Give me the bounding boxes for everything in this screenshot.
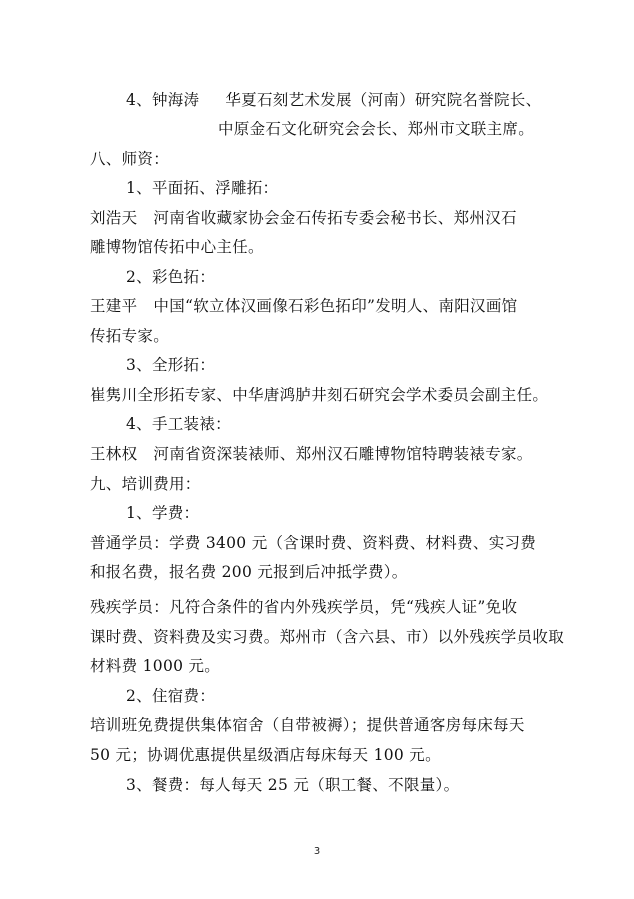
lodging-line1: 培训班免费提供集体宿舍（自带被褥）；提供普通客房每床每天 xyxy=(90,716,525,734)
teacher-1-desc-line1: 河南省收藏家协会金石传拓专委会秘书长、郑州汉石 xyxy=(153,209,517,227)
teacher-1-name: 刘浩天 xyxy=(90,209,138,227)
tuition-disabled-line3: 材料费 1000 元。 xyxy=(90,657,221,675)
teacher-2-name: 王建平 xyxy=(90,297,138,315)
section-9-heading: 九、培训费用： xyxy=(90,475,201,493)
teacher-2-desc-line1: 中国“软立体汉画像石彩色拓印”发明人、南阳汉画馆 xyxy=(153,297,518,315)
teacher-1-line1 xyxy=(90,208,517,228)
tuition-regular-line1: 普通学员：学费 3400 元（含课时费、资料费、材料费、实习费 xyxy=(90,534,537,552)
teacher-2-line1 xyxy=(90,296,517,316)
tuition-disabled-line2: 课时费、资料费及实习费。郑州市（含六县、市）以外残疾学员收取 xyxy=(90,628,565,646)
teacher-4-line1 xyxy=(90,444,533,464)
teacher-2-desc-line2: 传拓专家。 xyxy=(90,327,170,345)
lodging-label: 2、住宿费： xyxy=(126,687,216,705)
advisor-4-line1 xyxy=(126,90,541,110)
advisor-4-name: 4、钟海涛 xyxy=(126,91,200,109)
tuition-label: 1、学费： xyxy=(126,504,200,522)
page-number: 3 xyxy=(313,846,321,857)
section-8-heading: 八、师资： xyxy=(90,150,170,168)
teacher-4-name: 王林权 xyxy=(90,445,138,463)
advisor-4-title-line1: 华夏石刻艺术发展（河南）研究院名誉院长、 xyxy=(225,91,542,109)
teacher-3-label: 3、全形拓： xyxy=(126,356,216,374)
tuition-regular-line2: 和报名费，报名费 200 元报到后冲抵学费）。 xyxy=(90,563,408,581)
teacher-4-label: 4、手工装裱： xyxy=(126,415,231,433)
teacher-1-desc-line2: 雕博物馆传拓中心主任。 xyxy=(90,238,264,256)
tuition-disabled-line1: 残疾学员：凡符合条件的省内外残疾学员，凭“残疾人证”免收 xyxy=(90,598,518,616)
advisor-4-title-line2: 中原金石文化研究会会长、郑州市文联主席。 xyxy=(218,120,535,138)
teacher-1-label: 1、平面拓、浮雕拓： xyxy=(126,179,279,197)
meals-line: 3、餐费：每人每天 25 元（职工餐、不限量）。 xyxy=(126,776,460,794)
teacher-4-desc-line1: 河南省资深装裱师、郑州汉石雕博物馆特聘装裱专家。 xyxy=(153,445,533,463)
teacher-2-label: 2、彩色拓： xyxy=(126,268,216,286)
teacher-3-desc-line1: 崔隽川全形拓专家、中华唐鸿胪井刻石研究会学术委员会副主任。 xyxy=(90,386,549,404)
lodging-line2: 50 元；协调优惠提供星级酒店每床每天 100 元。 xyxy=(90,746,441,764)
